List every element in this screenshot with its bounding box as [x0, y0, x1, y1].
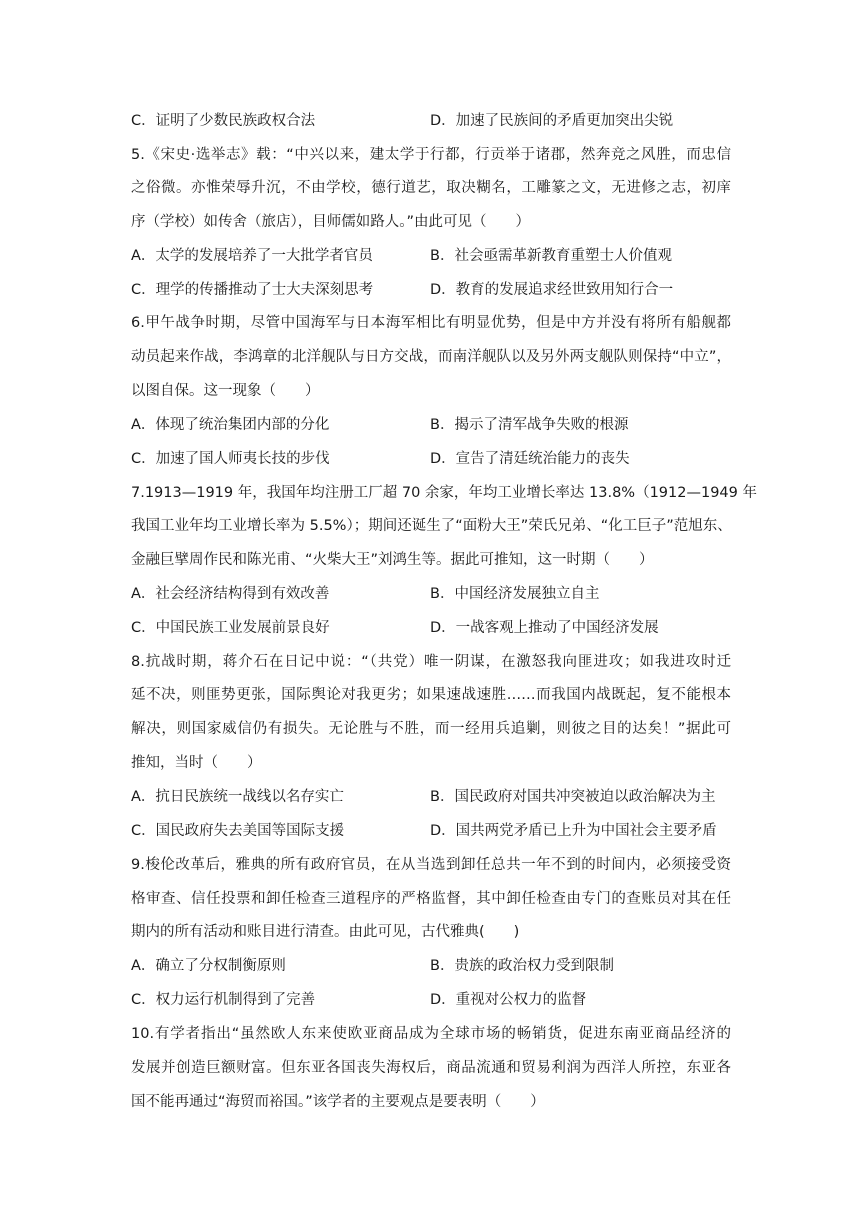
question-8-option-b: B．国民政府对国共冲突被迫以政治解决为主: [430, 789, 716, 805]
question-7-option-a: A．社会经济结构得到有效改善: [131, 586, 330, 602]
question-8-option-a: A．抗日民族统一战线以名存实亡: [131, 789, 344, 805]
question-9-option-b: B．贵族的政治权力受到限制: [430, 958, 614, 974]
question-9-option-a: A．确立了分权制衡原则: [131, 958, 286, 974]
question-8-line-1: 8.抗战时期，蒋介石在日记中说：“（共党）唯一阴谋，在激怒我向匪进攻；如我进攻时迁: [131, 654, 731, 670]
question-6-line-2: 动员起来作战，李鸿章的北洋舰队与日方交战，而南洋舰队以及另外两支舰队则保持“中立”，: [131, 349, 731, 365]
question-7-line-2: 我国工业年均工业增长率为 5.5%）；期间还诞生了“面粉大王”荣氏兄弟、“化工巨子”范旭东、: [131, 518, 732, 534]
question-10-line-3: 国不能再通过“海贸而裕国。”该学者的主要观点是要表明（ ）: [131, 1094, 545, 1110]
question-9-option-c: C．权力运行机制得到了完善: [131, 992, 316, 1008]
question-6-line-1: 6.甲午战争时期，尽管中国海军与日本海军相比有明显优势，但是中方并没有将所有船舰都: [131, 315, 731, 331]
question-8-line-2: 延不决，则匪势更张，国际舆论对我更劣；如果速战速胜……而我国内战既起，复不能根本: [131, 687, 731, 703]
question-9-line-3: 期内的所有活动和账目进行清查。由此可见，古代雅典( ): [131, 924, 520, 940]
question-6-line-3: 以图自保。这一现象（ ）: [131, 383, 320, 399]
question-5-option-d: D．教育的发展追求经世致用知行合一: [430, 282, 674, 298]
question-8-line-4: 推知，当时（ ）: [131, 755, 262, 771]
question-9-line-1: 9.梭伦改革后，雅典的所有政府官员，在从当选到卸任总共一年不到的时间内，必须接受资: [131, 857, 731, 873]
question-5-option-a: A．太学的发展培养了一大批学者官员: [131, 248, 373, 264]
question-5-option-b: B．社会亟需革新教育重塑士人价值观: [430, 248, 672, 264]
question-10-line-2: 发展并创造巨额财富。但东亚各国丧失海权后，商品流通和贸易利润为西洋人所控，东亚各: [131, 1060, 731, 1076]
question-6-option-b: B．揭示了清军战争失败的根源: [430, 417, 629, 433]
question-6-option-d: D．宣告了清廷统治能力的丧失: [430, 451, 630, 467]
question-5-line-1: 5.《宋史·选举志》载：“中兴以来，建太学于行都，行贡举于诸郡，然奔竞之风胜，而忠信: [131, 147, 731, 163]
question-9-line-2: 格审查、信任投票和卸任检查三道程序的严格监督，其中卸任检查由专门的查账员对其在任: [131, 891, 731, 907]
question-6-option-c: C．加速了国人师夷长技的步伐: [131, 451, 330, 467]
question-7-option-c: C．中国民族工业发展前景良好: [131, 620, 330, 636]
question-8-line-3: 解决，则国家威信仍有损失。无论胜与不胜，而一经用兵追剿，则彼之目的达矣！”据此可: [131, 721, 731, 737]
question-5-line-3: 序（学校）如传舍（旅店），目师儒如路人。”由此可见（ ）: [131, 214, 531, 230]
question-5-option-c: C．理学的传播推动了士大夫深刻思考: [131, 282, 374, 298]
question-7-line-3: 金融巨擘周作民和陈光甫、“火柴大王”刘鸿生等。据此可推知，这一时期（ ）: [131, 552, 654, 568]
question-8-option-d: D．国共两党矛盾已上升为中国社会主要矛盾: [430, 823, 717, 839]
question-5-line-2: 之俗微。亦惟荣辱升沉，不由学校，德行道艺，取决糊名，工雕篆之文，无进修之志，初庠: [131, 180, 731, 196]
question-7-line-1: 7.1913—1919 年，我国年均注册工厂超 70 余家，年均工业增长率达 13.8%（1912—1949 年: [131, 485, 757, 501]
option-d: D．加速了民族间的矛盾更加突出尖锐: [430, 113, 674, 129]
question-6-option-a: A．体现了统治集团内部的分化: [131, 417, 330, 433]
question-7-option-d: D．一战客观上推动了中国经济发展: [430, 620, 659, 636]
option-c: C．证明了少数民族政权合法: [131, 113, 316, 129]
question-7-option-b: B．中国经济发展独立自主: [430, 586, 600, 602]
question-8-option-c: C．国民政府失去美国等国际支援: [131, 823, 345, 839]
question-9-option-d: D．重视对公权力的监督: [430, 992, 587, 1008]
question-10-line-1: 10.有学者指出“虽然欧人东来使欧亚商品成为全球市场的畅销货，促进东南亚商品经济的: [131, 1026, 731, 1042]
